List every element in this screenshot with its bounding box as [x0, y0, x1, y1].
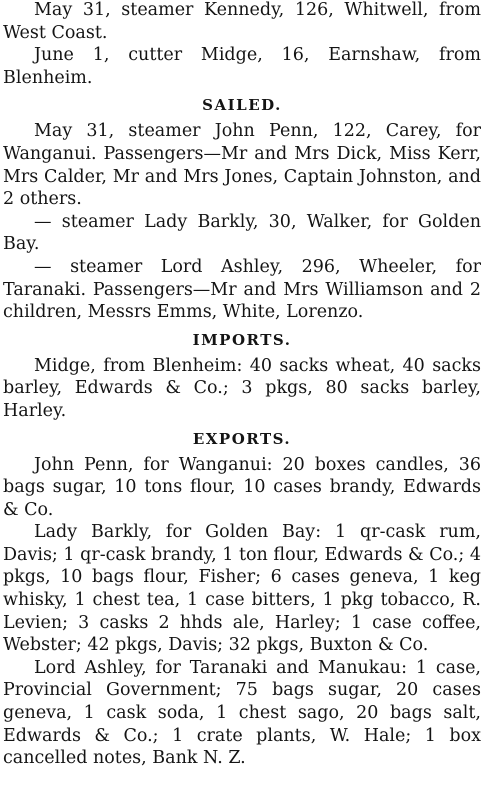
arrival-entry-midge: June 1, cutter Midge, 16, Earnshaw, from Blenheim.	[3, 45, 481, 88]
sailed-entry-john-penn: May 31, steamer John Penn, 122, Carey, for Wanganui. Passengers—Mr and Mrs Dick, Miss Kerr, Mrs Calder, Mr and Mrs Jones, Captain Johnston, and 2 others.	[3, 121, 481, 210]
sailed-entry-lord-ashley: — steamer Lord Ashley, 296, Wheeler, for Taranaki. Passengers—Mr and Mrs Williamson and 2 children, Messrs Emms, White, Lorenzo.	[3, 256, 481, 323]
exports-heading: EXPORTS.	[192, 429, 292, 448]
imports-heading: IMPORTS.	[192, 330, 292, 349]
arrival-entry-kennedy: May 31, steamer Kennedy, 126, Whitwell, from West Coast.	[3, 0, 481, 43]
exports-entry-john-penn: John Penn, for Wanganui: 20 boxes candles, 36 bags sugar, 10 tons flour, 10 cases brandy, Edwards & Co.	[3, 454, 481, 520]
exports-entry-lord-ashley: Lord Ashley, for Taranaki and Manukau: 1 case, Provincial Government; 75 bags sugar, 20 cases geneva, 1 cask soda, 1 chest sago, 20 bags salt, Edwards & Co.; 1 crate plants, W. Hale; 1 box cancelled notes, Bank N. Z.	[3, 657, 481, 769]
sailed-heading: SAILED.	[202, 96, 282, 115]
imports-entry-midge: Midge, from Blenheim: 40 sacks wheat, 40 sacks barley, Edwards & Co.; 3 pkgs, 80 sacks barley, Harley.	[3, 355, 481, 421]
exports-entry-lady-barkly: Lady Barkly, for Golden Bay: 1 qr-cask rum, Davis; 1 qr-cask brandy, 1 ton flour, Edwards & Co.; 4 pkgs, 10 bags flour, Fisher; 6 cases geneva, 1 keg whisky, 1 chest tea, 1 case bitters, 1 pkg tobacco, R. Levien; 3 casks 2 hhds ale, Harley; 1 case coffee, Webster; 42 pkgs, Davis; 32 pkgs, Buxton & Co.	[3, 522, 481, 656]
sailed-entry-lady-barkly: — steamer Lady Barkly, 30, Walker, for Golden Bay.	[3, 211, 481, 255]
